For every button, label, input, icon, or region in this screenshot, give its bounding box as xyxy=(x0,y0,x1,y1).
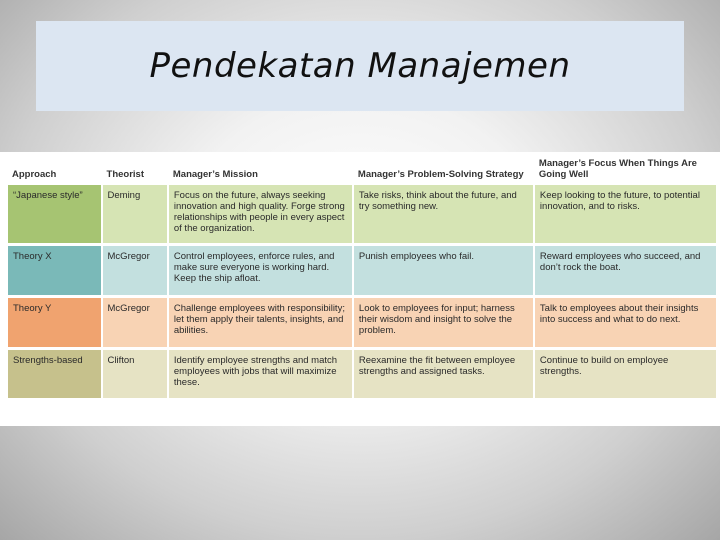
header-theorist: Theorist xyxy=(103,155,167,182)
header-approach: Approach xyxy=(8,155,101,182)
cell-strategy: Reexamine the fit between employee strengths and assigned tasks. xyxy=(354,350,533,398)
cell-approach: Theory Y xyxy=(8,298,101,347)
cell-strategy: Look to employees for input; harness their wisdom and insight to solve the problem. xyxy=(354,298,533,347)
cell-focus: Keep looking to the future, to potential innovation, and to risks. xyxy=(535,185,716,243)
table-row xyxy=(8,185,716,243)
cell-theorist: McGregor xyxy=(103,298,167,347)
management-approaches-table-image xyxy=(0,152,720,426)
cell-theorist: Deming xyxy=(103,185,167,243)
cell-theorist: McGregor xyxy=(103,246,167,295)
cell-approach: Strengths-based xyxy=(8,350,101,398)
table-header-row xyxy=(8,155,716,182)
cell-mission: Focus on the future, always seeking innovation and high quality. Forge strong relationships with people in every aspect of the organization. xyxy=(169,185,352,243)
cell-focus: Continue to build on employee strengths. xyxy=(535,350,716,398)
slide-title: Pendekatan Manajemen xyxy=(149,46,571,86)
management-approaches-table xyxy=(6,152,718,401)
cell-focus: Talk to employees about their insights into success and what to do next. xyxy=(535,298,716,347)
cell-mission: Identify employee strengths and match employees with jobs that will maximize these. xyxy=(169,350,352,398)
cell-approach: Theory X xyxy=(8,246,101,295)
cell-mission: Control employees, enforce rules, and make sure everyone is working hard. Keep the ship afloat. xyxy=(169,246,352,295)
title-band xyxy=(36,21,684,111)
cell-strategy: Punish employees who fail. xyxy=(354,246,533,295)
table-row xyxy=(8,350,716,398)
cell-focus: Reward employees who succeed, and don’t rock the boat. xyxy=(535,246,716,295)
table-row xyxy=(8,246,716,295)
cell-theorist: Clifton xyxy=(103,350,167,398)
cell-approach: “Japanese style” xyxy=(8,185,101,243)
header-strategy: Manager’s Problem-Solving Strategy xyxy=(354,155,533,182)
header-focus: Manager’s Focus When Things Are Going Well xyxy=(535,155,716,182)
cell-strategy: Take risks, think about the future, and try something new. xyxy=(354,185,533,243)
header-mission: Manager’s Mission xyxy=(169,155,352,182)
cell-mission: Challenge employees with responsibility; let them apply their talents, insights, and abilities. xyxy=(169,298,352,347)
table-row xyxy=(8,298,716,347)
